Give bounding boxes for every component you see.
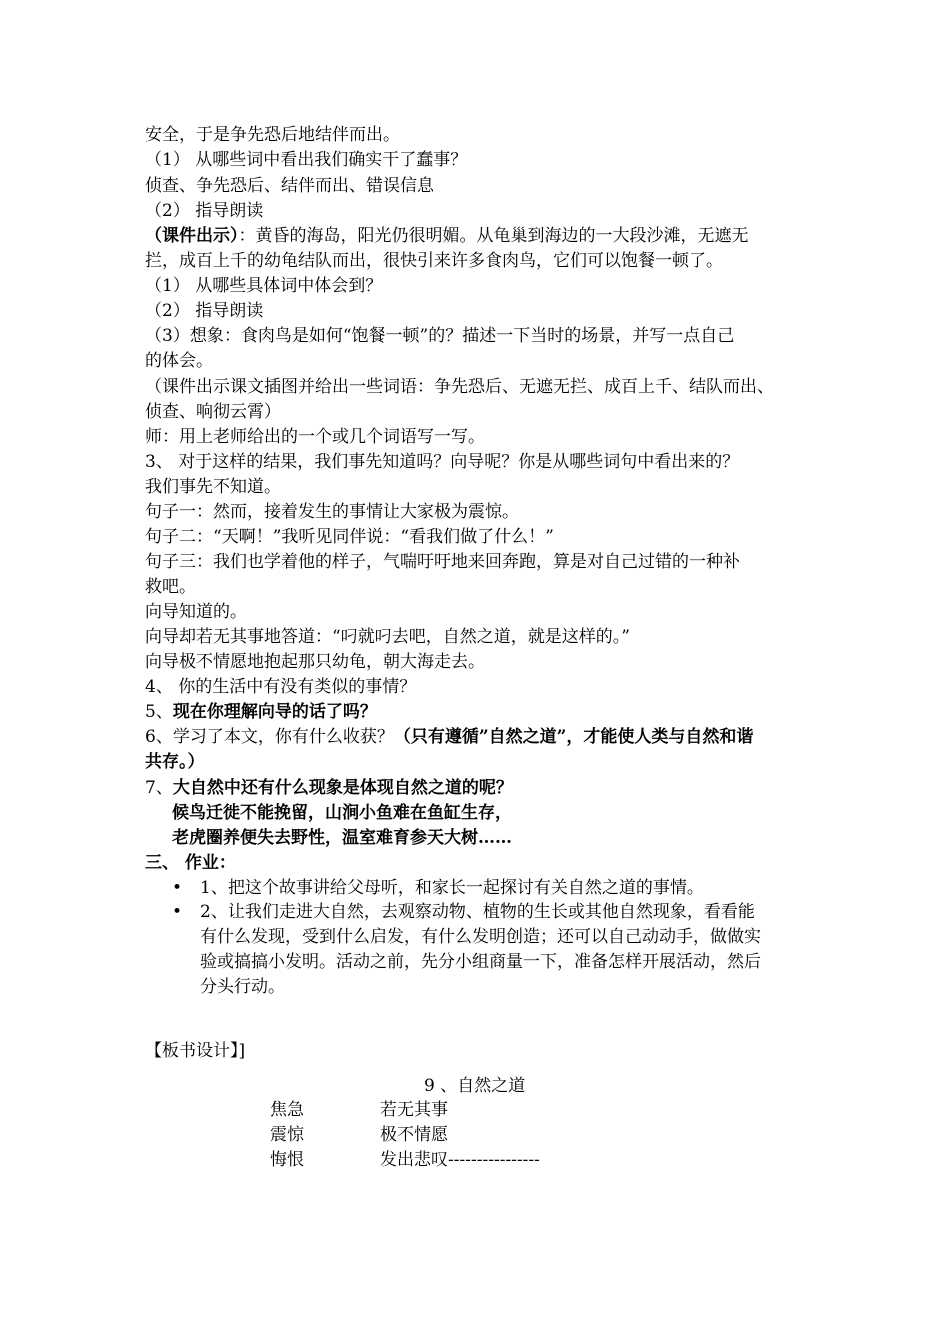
text-line: 侦查、响彻云霄） bbox=[145, 402, 281, 422]
board-heading: 【板书设计】] bbox=[145, 1041, 246, 1061]
bold-answer: （只有遵循”自然之道”，才能使人类与自然和谐 bbox=[393, 727, 754, 747]
text-line: 候鸟迁徙不能挽留，山涧小鱼难在鱼缸生存， bbox=[172, 803, 512, 823]
text-line: （1） 从哪些词中看出我们确实干了蠢事？ bbox=[145, 150, 468, 170]
text-fragment: ：黄昏的海岛，阳光仍很明媚。从龟巢到海边的一大段沙滩，无遮无 bbox=[238, 226, 749, 246]
text-line: 老虎圈养便失去野性，温室难育参天大树…… bbox=[172, 828, 512, 848]
text-line: 向导知道的。 bbox=[145, 602, 247, 622]
board-right: 极不情愿 bbox=[380, 1125, 448, 1145]
text-line: 侦查、争先恐后、结伴而出、错误信息 bbox=[145, 176, 434, 196]
text-line: 句子三：我们也学着他的样子，气喘吁吁地来回奔跑，算是对自己过错的一种补 bbox=[145, 552, 740, 572]
board-left: 悔恨 bbox=[270, 1150, 304, 1170]
text-line: 向导极不情愿地抱起那只幼龟，朝大海走去。 bbox=[145, 652, 485, 672]
section-heading: 三、 作业： bbox=[145, 853, 236, 873]
text-line: 句子一：然而，接着发生的事情让大家极为震惊。 bbox=[145, 502, 519, 522]
homework-item: 验或搞搞小发明。活动之前，先分小组商量一下，准备怎样开展活动，然后 bbox=[200, 952, 761, 972]
text-line: （2） 指导朗读 bbox=[145, 301, 264, 321]
text-line: 的体会。 bbox=[145, 351, 213, 371]
text-line: （3）想象：食肉鸟是如何“饱餐一顿”的？描述一下当时的场景，并写一点自己 bbox=[145, 326, 735, 346]
text-line: 救吧。 bbox=[145, 577, 196, 597]
text-line: 向导却若无其事地答道：“叼就叼去吧，自然之道，就是这样的。” bbox=[145, 627, 630, 647]
question-6 bbox=[145, 725, 753, 749]
question-5 bbox=[145, 700, 377, 724]
homework-item: 分头行动。 bbox=[200, 977, 285, 997]
board-right: 发出悲叹---------------- bbox=[380, 1150, 540, 1170]
board-title: 9 、自然之道 bbox=[424, 1076, 526, 1096]
text-fragment: 6、学习了本文，你有什么收获？ bbox=[145, 727, 394, 747]
text-line: （课件出示课文插图并给出一些词语：争先恐后、无遮无拦、成百上千、结队而出、 bbox=[145, 377, 774, 397]
bullet-icon: • bbox=[172, 902, 183, 922]
text-fragment: 7、 bbox=[145, 778, 173, 798]
text-line-kejian bbox=[145, 224, 749, 248]
bold-label: （课件出示） bbox=[145, 226, 239, 246]
text-line: 句子二：“天啊！”我听见同伴说：“看我们做了什么！” bbox=[145, 527, 554, 547]
bold-question: 大自然中还有什么现象是体现自然之道的呢？ bbox=[172, 778, 513, 798]
board-left: 焦急 bbox=[270, 1100, 304, 1120]
question-7 bbox=[145, 776, 513, 800]
text-line: 我们事先不知道。 bbox=[145, 477, 281, 497]
text-line: 3、 对于这样的结果，我们事先知道吗？向导呢？你是从哪些词句中看出来的？ bbox=[145, 452, 740, 472]
board-left: 震惊 bbox=[270, 1125, 304, 1145]
text-fragment: 5、 bbox=[145, 702, 173, 722]
text-line: 共存。） bbox=[145, 752, 205, 772]
homework-item: 有什么发现，受到什么启发，有什么发明创造；还可以自己动动手，做做实 bbox=[200, 927, 761, 947]
text-line: 拦，成百上千的幼龟结队而出，很快引来许多食肉鸟，它们可以饱餐一顿了。 bbox=[145, 251, 723, 271]
text-line: 4、 你的生活中有没有类似的事情？ bbox=[145, 677, 417, 697]
text-line: （2） 指导朗读 bbox=[145, 201, 264, 221]
bold-question: 现在你理解向导的话了吗？ bbox=[172, 702, 377, 722]
bullet-icon: • bbox=[172, 878, 183, 898]
homework-item: 2、让我们走进大自然，去观察动物、植物的生长或其他自然现象，看看能 bbox=[200, 902, 755, 922]
board-right: 若无其事 bbox=[380, 1100, 448, 1120]
homework-item: 1、把这个故事讲给父母听，和家长一起探讨有关自然之道的事情。 bbox=[200, 878, 704, 898]
text-line: 安全，于是争先恐后地结伴而出。 bbox=[145, 125, 400, 145]
text-line: （1） 从哪些具体词中体会到？ bbox=[145, 276, 383, 296]
text-line: 师：用上老师给出的一个或几个词语写一写。 bbox=[145, 427, 485, 447]
